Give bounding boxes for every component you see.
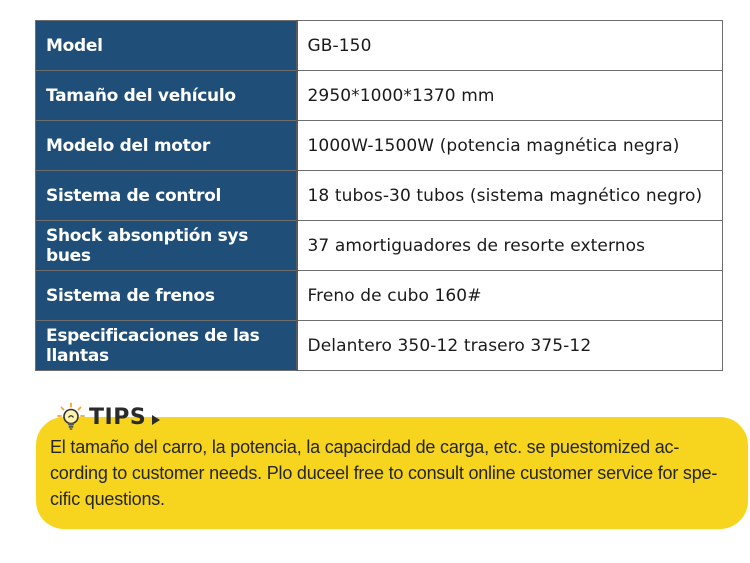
spec-value-tire-specs: Delantero 350-12 trasero 375-12 [297,321,723,371]
tips-text-line: El tamaño del carro, la potencia, la capacirdad de carga, etc. se puestomized ac- [50,437,680,457]
lightbulb-icon [56,402,86,432]
spec-label-control-system: Sistema de control [36,171,297,221]
table-row [36,271,723,321]
spec-value-model: GB-150 [297,21,723,71]
spec-label-vehicle-size: Tamaño del vehículo [36,71,297,121]
table-row [36,221,723,271]
table-row [36,321,723,371]
spec-value-motor-model: 1000W-1500W (potencia magnética negra) [297,121,723,171]
spec-label-model: Model [36,21,297,71]
spec-label-tire-specs: Especificaciones de las llantas [36,321,297,371]
spec-value-shock-absorption: 37 amortiguadores de resorte externos [297,221,723,271]
spec-value-brake-system: Freno de cubo 160# [297,271,723,321]
spec-value-vehicle-size: 2950*1000*1370 mm [297,71,723,121]
table-row [36,171,723,221]
spec-table [35,20,723,371]
spec-label-brake-system: Sistema de frenos [36,271,297,321]
table-row [36,21,723,71]
tips-header [56,402,161,432]
table-row [36,71,723,121]
tips-title: TIPS [89,404,147,430]
spec-label-motor-model: Modelo del motor [36,121,297,171]
spec-value-control-system: 18 tubos-30 tubos (sistema magnético negro) [297,171,723,221]
tips-text-line: cific questions. [50,489,165,509]
tips-text [50,434,720,512]
spec-label-shock-absorption: Shock absonptión sys bues [36,221,297,271]
tips-text-line: cording to customer needs. Plo duceel free to consult online customer service for spe- [50,463,718,483]
play-arrow-icon [151,411,161,423]
table-row [36,121,723,171]
